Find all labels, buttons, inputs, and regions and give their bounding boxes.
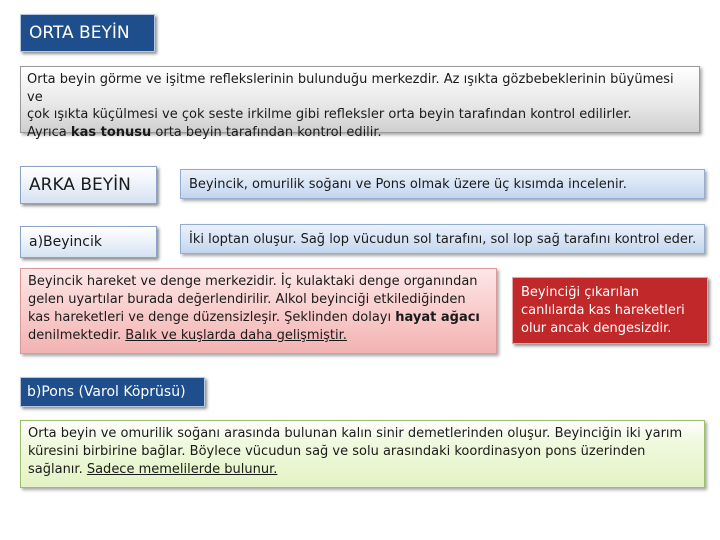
beyincik-title-text: a)Beyincik (29, 234, 103, 250)
orta-beyin-desc-line2: çok ışıkta küçülmesi ve çok seste irkilme gibi refleksler orta beyin tarafından kontrol edilirler. (27, 107, 632, 122)
balik-kuslar-underline: Balık ve kuşlarda daha gelişmiştir. (125, 328, 347, 343)
beyincik-title (20, 226, 157, 258)
desc-line3-pre: Ayrıca (27, 124, 71, 140)
beyincik-lobes-text: İki loptan oluşur. Sağ lop vücudun sol tarafını, sol lop sağ tarafını kontrol eder. (189, 231, 697, 247)
pons-title (20, 377, 205, 407)
beyincik-desc-text: Beyincik hareket ve denge merkezidir. İç kulaktaki denge organından gelen uyartılar burada değerlendirilir. Alkol beyinciği etkilediğinden kas hareketleri ve denge düzensizleşir. Şeklinden dolayı (28, 274, 478, 325)
pons-title-text: b)Pons (Varol Köprüsü) (27, 384, 186, 400)
beyincik-lobes (180, 224, 705, 254)
memeliler-underline: Sadece memelilerde bulunur. (86, 462, 278, 477)
pons-desc-text: Orta beyin ve omurilik soğanı arasında bulunan kalın sinir demetlerinden oluşur. Beyinciğin iki yarım küresini birbirine bağlar. Böylece vücudun sağ ve solu arasındaki koordinasyon pons üzerinden sağlanır. (28, 426, 683, 477)
beyincik-removed-text: Beyinciği çıkarılan canlılarda kas hareketleri olur ancak dengesizdir. (521, 285, 685, 336)
orta-beyin-title-text: ORTA BEYİN (29, 23, 130, 43)
orta-beyin-description (20, 66, 700, 140)
kas-tonusu-bold: kas tonusu (70, 124, 152, 140)
pons-description (20, 420, 705, 488)
arka-beyin-summary-text: Beyincik, omurilik soğanı ve Pons olmak üzere üç kısımda incelenir. (189, 176, 627, 192)
beyincik-desc-mid: denilmektedir. (28, 328, 126, 343)
orta-beyin-desc-line3 (27, 124, 693, 142)
hayat-agaci-bold: hayat ağacı (395, 310, 480, 325)
orta-beyin-desc-line1: Orta beyin görme ve işitme reflekslerinin bulunduğu merkezdir. Az ışıkta gözbebeklerinin büyümesi ve (27, 72, 674, 105)
beyincik-description (20, 268, 497, 354)
orta-beyin-title (20, 14, 155, 52)
arka-beyin-title-text: ARKA BEYİN (29, 175, 131, 195)
arka-beyin-title (20, 166, 157, 204)
arka-beyin-summary (180, 169, 705, 199)
desc-line3-post: orta beyin tarafından kontrol edilir. (151, 124, 382, 140)
beyincik-removed-note (512, 277, 708, 344)
